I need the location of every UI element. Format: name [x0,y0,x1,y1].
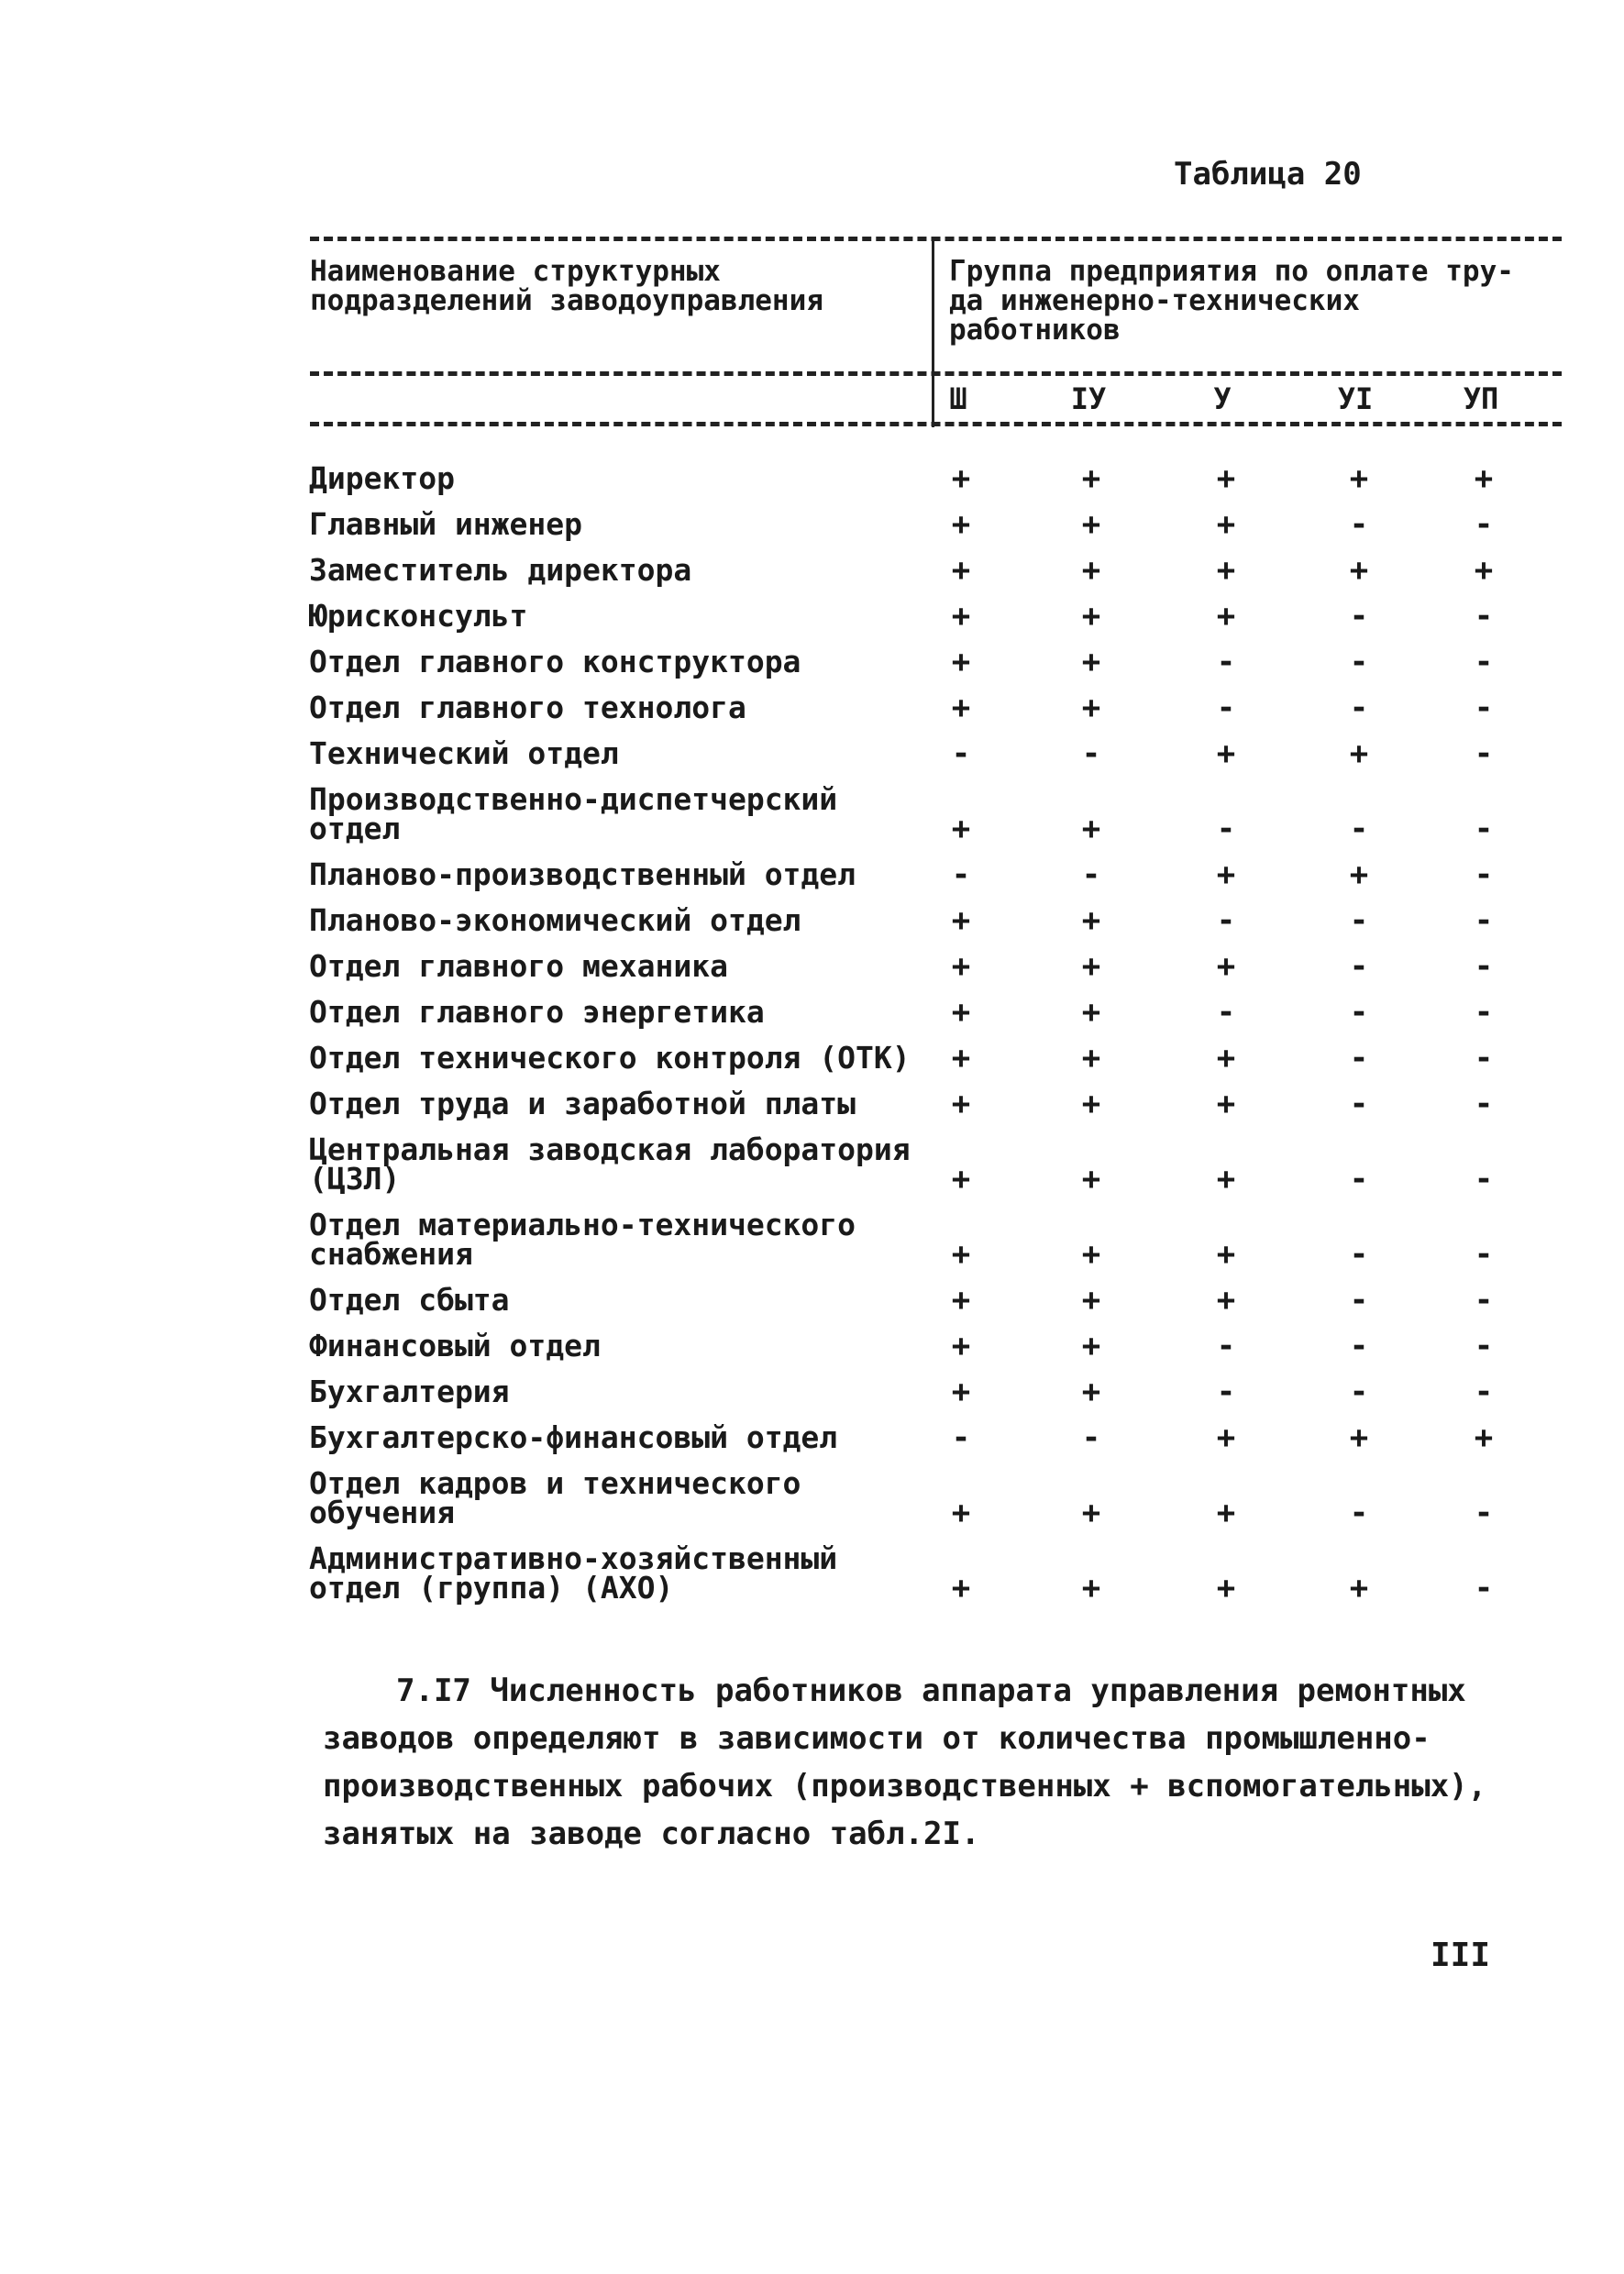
row-cell: - [951,735,971,772]
row-cell: + [951,902,971,939]
row-label: Юрисконсульт [309,598,528,634]
row-cell: + [1081,1161,1101,1198]
paragraph-text: 7.I7 Численность работников аппарата управления ремонтных заводов определяют в зависимости от количества промышленно-производственных рабочих (производственных + вспомогательных), занятых на заводе согласно табл.2I. [323,1672,1487,1852]
row-cell: + [951,1328,971,1364]
row-cell: - [1474,994,1494,1031]
row-cell: + [1081,506,1101,543]
row-cell: - [951,1419,971,1456]
row-cell: + [1216,598,1236,635]
row-cell: + [1216,1236,1236,1273]
row-cell: - [1474,1495,1494,1531]
row-cell: + [951,1161,971,1198]
row-cell: - [1474,1570,1494,1606]
row-label: Отдел кадров и технического обучения [309,1465,801,1530]
row-label: Бухгалтерско-финансовый отдел [309,1419,838,1455]
row-cell: - [1216,902,1236,939]
group-header-4: IУ [1070,381,1107,416]
row-cell: + [1474,552,1494,589]
row-cell: + [1081,1282,1101,1319]
row-cell: + [951,1040,971,1076]
row-cell: - [1474,1236,1494,1273]
row-cell: + [1349,856,1369,893]
row-cell: - [1474,598,1494,635]
row-label: Финансовый отдел [309,1328,601,1363]
row-cell: - [1349,644,1369,680]
row-label: Отдел главного механика [309,948,728,984]
row-cell: + [1216,1086,1236,1122]
row-cell: - [1216,994,1236,1031]
table-top-rule [310,237,1562,241]
row-cell: - [1349,811,1369,847]
row-cell: + [1081,1040,1101,1076]
table-caption: Таблица 20 [1174,156,1362,193]
row-cell: + [951,948,971,985]
row-cell: - [1349,690,1369,726]
row-cell: + [951,994,971,1031]
row-cell: - [1216,644,1236,680]
row-cell: - [1081,856,1101,893]
row-label: Отдел труда и заработной платы [309,1086,856,1121]
row-cell: + [951,552,971,589]
row-cell: - [1474,1086,1494,1122]
row-cell: + [1349,460,1369,497]
row-cell: + [1216,1282,1236,1319]
row-cell: + [1081,1328,1101,1364]
row-label: Технический отдел [309,735,619,771]
row-cell: + [951,598,971,635]
row-cell: + [1216,948,1236,985]
row-cell: + [1216,1040,1236,1076]
row-cell: + [1216,552,1236,589]
row-cell: + [1216,1495,1236,1531]
row-cell: - [1349,1495,1369,1531]
row-cell: - [1349,1236,1369,1273]
row-label: Планово-экономический отдел [309,902,801,938]
row-label: Отдел технического контроля (ОТК) [309,1040,911,1076]
row-cell: - [1216,1374,1236,1410]
row-cell: - [1349,598,1369,635]
row-cell: + [951,460,971,497]
row-label: Заместитель директора [309,552,692,588]
row-cell: - [1474,1282,1494,1319]
row-cell: - [1216,690,1236,726]
row-label: Отдел главного энергетика [309,994,765,1030]
row-cell: - [1474,811,1494,847]
row-cell: - [1474,1161,1494,1198]
row-cell: + [951,1236,971,1273]
row-cell: + [1349,552,1369,589]
row-cell: + [1349,1419,1369,1456]
row-cell: - [1474,690,1494,726]
row-cell: - [1081,1419,1101,1456]
row-cell: - [1349,506,1369,543]
row-cell: - [1349,1086,1369,1122]
row-cell: + [1081,644,1101,680]
group-header-3: Ш [949,381,967,416]
row-label: Планово-производственный отдел [309,856,856,892]
row-cell: - [1474,856,1494,893]
row-cell: + [1081,598,1101,635]
row-cell: - [1474,1374,1494,1410]
header-left: Наименование структурных подразделений заводоуправления [310,255,823,317]
row-label: Отдел материально-технического снабжения [309,1207,856,1272]
row-label: Центральная заводская лаборатория (ЦЗЛ) [309,1131,911,1197]
header-bottom-rule [310,422,1562,426]
row-cell: - [1349,1328,1369,1364]
row-cell: + [951,1570,971,1606]
row-cell: + [1216,735,1236,772]
row-cell: + [1081,1236,1101,1273]
row-label: Административно-хозяйственный отдел (группа) (АХО) [309,1540,838,1606]
row-cell: + [1081,811,1101,847]
row-cell: - [1349,948,1369,985]
row-cell: + [1216,1161,1236,1198]
row-cell: + [951,1374,971,1410]
row-cell: + [1474,1419,1494,1456]
row-cell: + [951,1495,971,1531]
header-right: Группа предприятия по оплате тру- да инженерно-технических работников [949,255,1514,347]
row-cell: + [1216,506,1236,543]
row-cell: + [1349,1570,1369,1606]
row-cell: + [1081,460,1101,497]
row-cell: - [1474,948,1494,985]
row-cell: + [1081,902,1101,939]
group-header-6: УI [1337,381,1374,416]
row-label: Производственно-диспетчерский отдел [309,781,838,846]
row-cell: - [1349,902,1369,939]
row-cell: - [1474,1328,1494,1364]
row-cell: - [1349,1282,1369,1319]
row-cell: - [1349,1374,1369,1410]
row-cell: + [1081,552,1101,589]
row-cell: - [1349,1161,1369,1198]
header-middle-rule [310,371,1562,376]
row-cell: + [1081,994,1101,1031]
row-cell: + [951,811,971,847]
group-header-7: УП [1463,381,1499,416]
row-cell: - [1216,1328,1236,1364]
row-label: Отдел сбыта [309,1282,510,1318]
row-cell: + [1081,1495,1101,1531]
paragraph [323,1667,1542,1858]
row-cell: + [1081,690,1101,726]
row-label: Отдел главного технолога [309,690,746,725]
row-cell: + [1081,948,1101,985]
row-cell: - [1474,506,1494,543]
row-cell: - [1349,1040,1369,1076]
row-cell: + [951,1282,971,1319]
row-cell: - [1474,644,1494,680]
row-cell: - [1474,735,1494,772]
row-cell: + [1081,1570,1101,1606]
row-cell: - [951,856,971,893]
page-number: III [1431,1937,1491,1974]
row-cell: + [1081,1086,1101,1122]
row-cell: - [1216,811,1236,847]
row-cell: - [1081,735,1101,772]
row-cell: + [1216,1570,1236,1606]
group-header-5: У [1213,381,1232,416]
row-label: Директор [309,460,455,496]
row-cell: - [1349,994,1369,1031]
row-cell: + [1349,735,1369,772]
row-cell: + [951,690,971,726]
row-cell: + [1216,1419,1236,1456]
row-cell: + [951,1086,971,1122]
row-cell: + [1216,460,1236,497]
row-cell: + [1081,1374,1101,1410]
row-label: Отдел главного конструктора [309,644,801,679]
row-cell: + [1216,856,1236,893]
row-cell: - [1474,902,1494,939]
row-label: Главный инженер [309,506,583,542]
row-cell: - [1474,1040,1494,1076]
row-cell: + [951,644,971,680]
row-cell: + [951,506,971,543]
row-cell: + [1474,460,1494,497]
row-label: Бухгалтерия [309,1374,510,1409]
